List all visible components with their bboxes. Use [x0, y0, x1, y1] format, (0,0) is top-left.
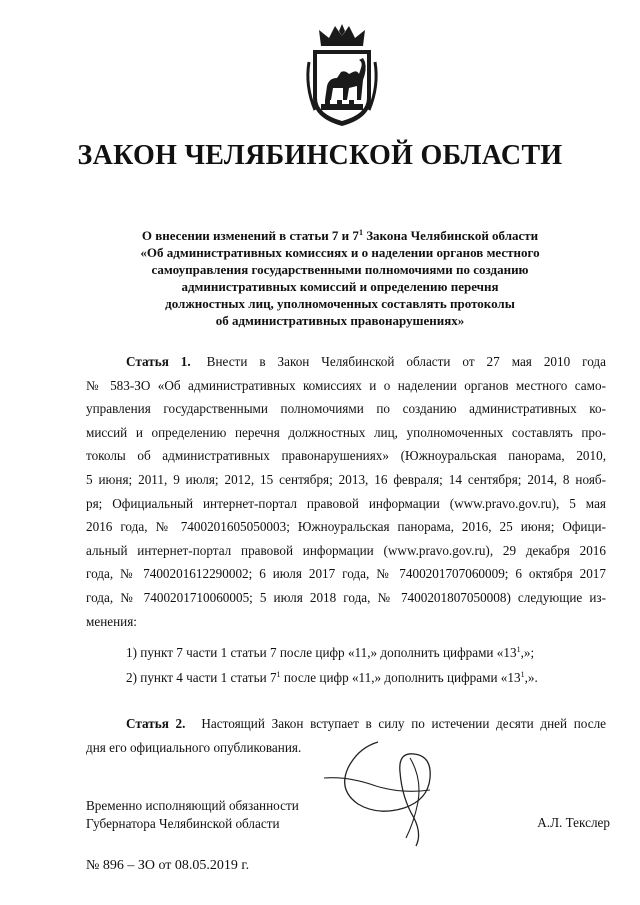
superscript: 1 [516, 645, 521, 654]
article-1-line: года, № 7400201710060005; 5 июля 2018 года, № 7400201807050008) следующие из- [86, 589, 606, 605]
article-1-label: Статья 1. [126, 354, 191, 369]
amendment-item-text: 1) пункт 7 части 1 статьи 7 после цифр «11,» дополнить цифрами «13 [126, 645, 517, 660]
article-1-line: 2016 года, № 7400201605050003; Южноуральская панорама, 2016, 25 июня; Офици- [86, 519, 606, 535]
subject-line: самоуправления государственными полномочиями по созданию [151, 262, 529, 277]
article-1 [86, 350, 606, 633]
superscript: 1 [276, 670, 281, 679]
subject-line-text: О внесении изменений в статьи 7 и 7 [141, 228, 359, 243]
article-1-line [86, 350, 606, 374]
subject-line: «Об административных комиссиях и о наделении органов местного [140, 245, 540, 260]
amendment-item-1 [126, 640, 606, 665]
subject-line-text: Закона Челябинской области [362, 228, 539, 243]
amendment-item-text: 2) пункт 4 части 1 статьи 7 [126, 670, 277, 685]
superscript: 1 [520, 670, 525, 679]
coat-of-arms-emblem [299, 22, 385, 128]
subject-line: должностных лиц, уполномоченных составлять протоколы [165, 296, 515, 311]
registration-number: № 896 – ЗО от 08.05.2019 г. [86, 858, 250, 873]
article-1-line: альный интернет-портал правовой информации (www.pravo.gov.ru), 29 декабря 2016 [86, 542, 606, 558]
amendment-item-2 [126, 665, 606, 690]
amendment-items [126, 640, 606, 690]
signatory-position-line: Временно исполняющий обязанности [86, 798, 299, 813]
coat-of-arms-icon [299, 22, 385, 128]
amendment-item-text: после цифр «11,» дополнить цифрами «13 [280, 670, 521, 685]
subject-line [100, 227, 580, 244]
superscript: 1 [358, 228, 363, 237]
signatory-position-line: Губернатора Челябинской области [86, 816, 280, 831]
signatory-position [86, 797, 346, 833]
article-2-line: дня его официального опубликования. [86, 739, 302, 755]
article-2-label: Статья 2. [126, 716, 186, 731]
article-1-line: токолы об административных правонарушениях» (Южноуральская панорама, 2010, [86, 448, 606, 464]
subject-line: об административных правонарушениях» [215, 313, 465, 328]
subject-line: административных комиссий и определению перечня [181, 279, 499, 294]
article-1-line: управления государственными полномочиями по созданию административных ко- [86, 401, 606, 417]
article-1-line: 5 июня; 2011, 9 июля; 2012, 15 сентября; 2013, 16 февраля; 14 сентября; 2014, 8 нояб- [86, 471, 606, 487]
article-1-line: миссий и определению перечня должностных лиц, уполномоченных составлять про- [86, 424, 606, 440]
article-2-text: Настоящий Закон вступает в силу по истечении десяти дней после [201, 716, 607, 731]
amendment-item-text: ,». [524, 670, 538, 685]
article-1-line: года, № 7400201612290002; 6 июля 2017 года, № 7400201707060009; 6 октября 2017 [86, 566, 606, 582]
signer-name: А.Л. Текслер [537, 815, 610, 830]
article-1-line: менения: [86, 613, 137, 629]
article-1-text: Внести в Закон Челябинской области от 27 мая 2010 года [206, 354, 606, 369]
law-title: ЗАКОН ЧЕЛЯБИНСКОЙ ОБЛАСТИ [77, 140, 563, 171]
article-1-line: № 583-ЗО «Об административных комиссиях и о наделении органов местного само- [86, 377, 606, 393]
article-2-line [86, 712, 606, 736]
article-1-line: ря; Официальный интернет-портал правовой информации (www.pravo.gov.ru), 5 мая [86, 495, 606, 511]
law-subject [100, 227, 580, 329]
amendment-item-text: ,»; [520, 645, 535, 660]
